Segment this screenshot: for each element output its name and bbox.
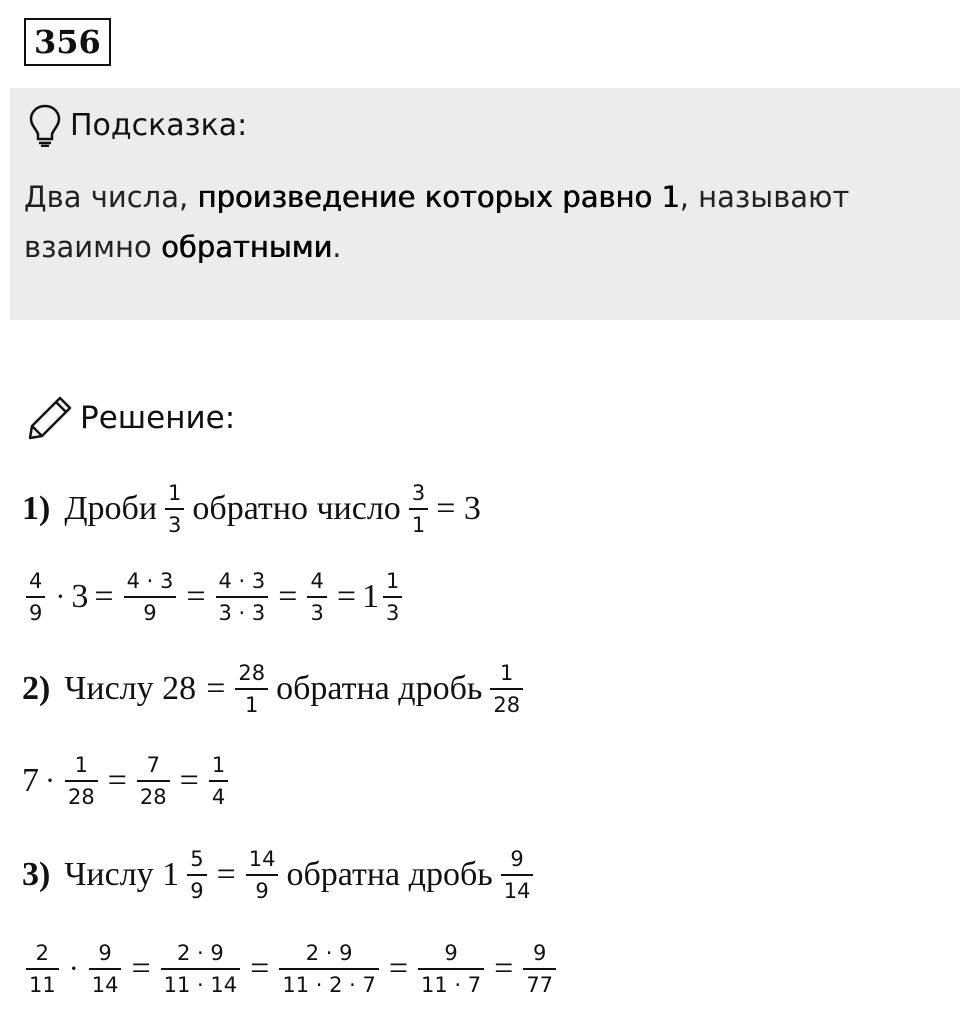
fraction: $\frac{1}{28}$ [65,752,98,810]
step-label: 3) [22,856,51,893]
step-label: 1) [22,490,51,527]
hint-text-part: . [332,230,342,264]
calc-2-line: 7 · $\frac{1}{28}$ = $\frac{7}{28}$ = $\frac{1}{4}$ [22,752,232,810]
fraction: $\frac{14}{9}$ [246,846,279,904]
number: 1 [362,578,379,615]
hint-text-part: , называют взаимно [24,180,850,264]
step-1-line [22,480,485,538]
fraction: $\frac{2 \cdot 9}{11 \cdot 14}$ [161,940,240,998]
fraction: $\frac{1}{3}$ [383,568,402,626]
step-text: Дроби [64,490,158,527]
step-text: обратно число [192,490,401,527]
step-3-line: 3) Числу 1 $\frac{5}{9}$ = $\frac{14}{9}$ обратна дробь $\frac{9}{14}$ [22,846,537,904]
fraction: $\frac{28}{1}$ [235,660,268,718]
number: 7 [22,762,39,799]
fraction: $\frac{7}{28}$ [137,752,170,810]
step-text: Числу 28 [64,670,197,707]
step-text: обратна дробь [276,670,483,707]
step-label: 2) [22,670,51,707]
pencil-icon [26,394,74,442]
fraction: $\frac{9}{11 \cdot 7}$ [418,940,484,998]
fraction: $\frac{4}{3}$ [307,568,326,626]
fraction: $\frac{9}{14}$ [89,940,122,998]
step-text: = 3 [436,490,481,527]
solution-header [26,394,235,442]
hint-bold-word: обратными [160,230,333,264]
fraction: $\frac{4 \cdot 3}{3 \cdot 3}$ [216,568,269,626]
fraction: $\frac{9}{77}$ [523,940,556,998]
fraction: $\frac{1}{3}$ [165,480,184,538]
step-text: Числу 1 [64,856,180,893]
fraction: $\frac{2}{11}$ [26,940,59,998]
fraction: $\frac{1}{28}$ [490,660,523,718]
hint-title: Подсказка: [70,107,248,143]
step-text: обратна дробь [286,856,493,893]
task-number: 356 [24,18,111,66]
lightbulb-icon [28,103,62,147]
hint-header [28,100,247,150]
number: 3 [71,578,89,615]
calc-1-line: $\frac{4}{9}$ · 3 = $\frac{4 \cdot 3}{9}$ = $\frac{4 \cdot 3}{3 \cdot 3}$ = $\frac{4}{3}$ = 1 $\frac{1}{3}$ [22,568,406,626]
fraction: $\frac{5}{9}$ [187,846,206,904]
hint-bold-phrase: произведение которых равно 1 [197,180,680,214]
fraction: $\frac{4 \cdot 3}{9}$ [124,568,177,626]
step-2-line: 2) Числу 28 = $\frac{28}{1}$ обратна дробь $\frac{1}{28}$ [22,660,527,718]
hint-text-part: Два числа, [24,180,198,214]
fraction: $\frac{3}{1}$ [409,480,428,538]
fraction: $\frac{1}{4}$ [209,752,228,810]
hint-text [24,172,944,272]
fraction: $\frac{9}{14}$ [501,846,534,904]
solution-title: Решение: [80,400,236,436]
fraction: $\frac{4}{9}$ [26,568,45,626]
fraction: $\frac{2 \cdot 9}{11 \cdot 2 \cdot 7}$ [279,940,379,998]
calc-3-line: $\frac{2}{11}$ · $\frac{9}{14}$ = $\frac{2 \cdot 9}{11 \cdot 14}$ = $\frac{2 \cdot 9}{11 \cdot 2 \cdot 7}$ = $\frac{9}{11 \cdot 7}$ = $\frac{9}{77}$ [22,940,560,998]
